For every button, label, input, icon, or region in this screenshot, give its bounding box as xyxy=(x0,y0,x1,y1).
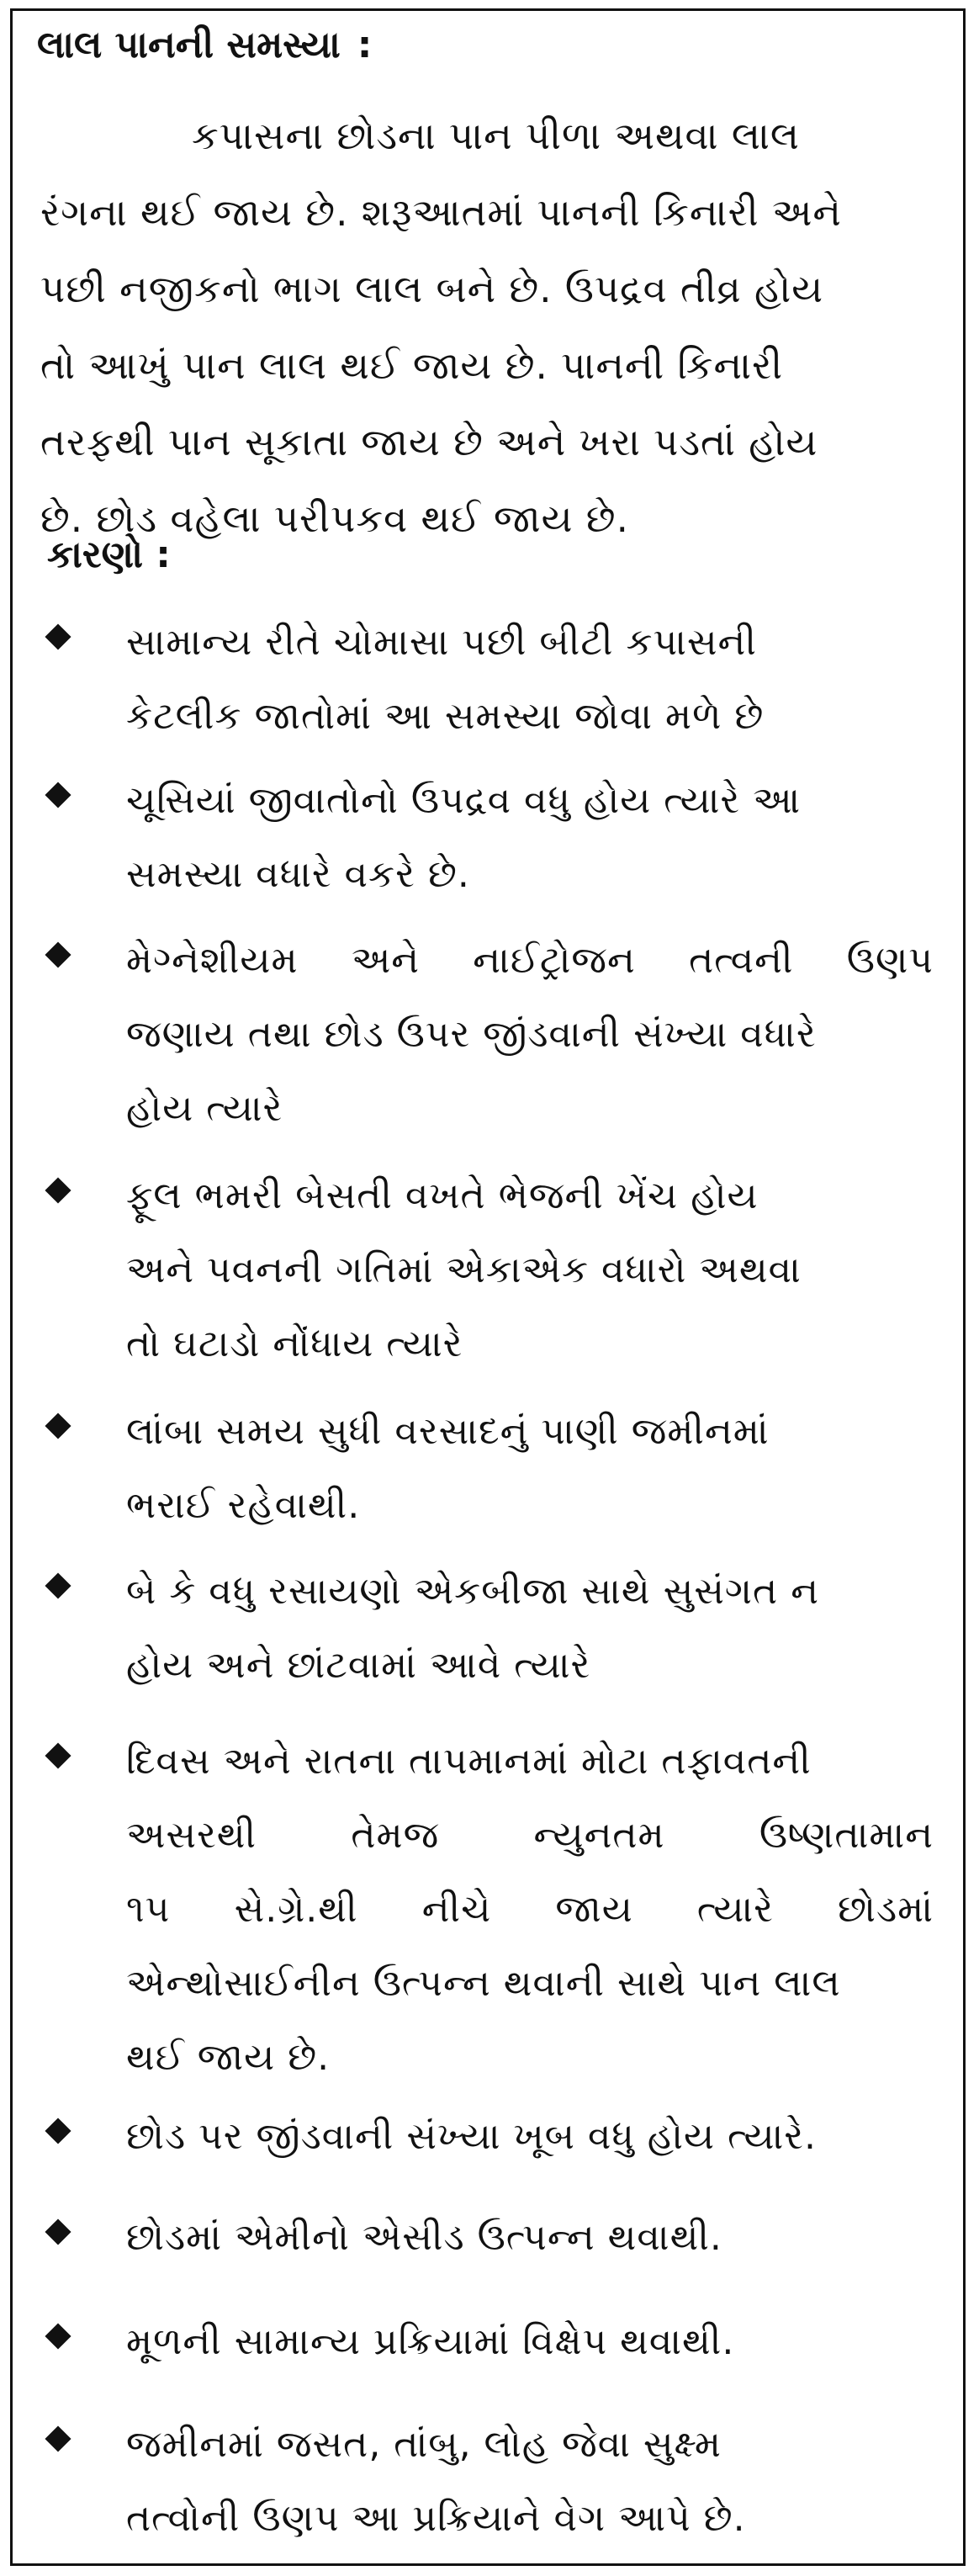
list-item-line: બે કે વધુ રસાયણો એકબીજા સાથે સુસંગત ન xyxy=(126,1570,819,1613)
list-item-text xyxy=(126,1555,967,1703)
list-item-line: તત્વોની ઉણપ આ પ્રક્રિયાને વેગ આપે છે. xyxy=(126,2497,746,2540)
list-item-text xyxy=(126,764,967,912)
list-item-line: તો ઘટાડો નોંધાય ત્યારે xyxy=(126,1322,463,1365)
list-item-line: હોય ત્યારે xyxy=(126,1087,283,1130)
paragraph-line: તરફથી પાન સૂકાતા જાય છે અને ખરા પડતાં હોય xyxy=(40,420,818,464)
list-item-line: ચૂસિયાં જીવાતોનો ઉપદ્રવ વધુ હોય ત્યારે આ xyxy=(126,779,802,822)
list-item-text xyxy=(126,2201,967,2275)
description-paragraph xyxy=(40,98,932,557)
list-item-line: હોય અને છાંટવામાં આવે ત્યારે xyxy=(126,1644,591,1687)
heading-colon: : xyxy=(357,24,373,66)
paragraph-line: છે. છોડ વહેલા પરીપકવ થઈ જાય છે. xyxy=(40,496,629,541)
list-item-line: અસરથી તેમજ ન્યુનતમ ઉષ્ણતામાન xyxy=(126,1814,934,1857)
list-item-text xyxy=(126,2305,967,2379)
paragraph-line: તો આખું પાન લાલ થઈ જાય છે. પાનની કિનારી xyxy=(40,343,784,388)
list-item-line: છોડ પર જીંડવાની સંખ્યા ખૂબ વધુ હોય ત્યારે. xyxy=(126,2115,818,2158)
list-item-line: જમીનમાં જસત, તાંબુ, લોહ જેવા સુક્ષ્મ xyxy=(126,2423,722,2466)
list-item-line: લાંબા સમય સુધી વરસાદનું પાણી જમીનમાં xyxy=(126,1410,770,1453)
paragraph-line: રંગના થઈ જાય છે. શરૂઆતમાં પાનની કિનારી અને xyxy=(40,190,842,235)
list-item-line: અને પવનની ગતિમાં એકાએક વધારો અથવા xyxy=(126,1248,802,1291)
paragraph-line: કપાસના છોડના પાન પીળા અથવા લાલ xyxy=(192,114,800,158)
list-item-line: કેટલીક જાતોમાં આ સમસ્યા જોવા મળે છે xyxy=(126,695,765,738)
list-item-line: મૂળની સામાન્ય પ્રક્રિયામાં વિક્ષેપ થવાથી. xyxy=(126,2320,735,2363)
heading-title: લાલ પાનની સમસ્યા xyxy=(37,24,341,66)
causes-heading: કારણો : xyxy=(47,533,171,576)
list-item-text xyxy=(126,2408,967,2556)
list-item-line: ફૂલ ભમરી બેસતી વખતે ભેજની ખેંચ હોય xyxy=(126,1174,759,1217)
paragraph-line: પછી નજીકનો ભાગ લાલ બને છે. ઉપદ્રવ તીવ્ર હોય xyxy=(40,267,824,311)
list-item-text xyxy=(126,606,967,754)
list-item-line: જણાય તથા છોડ ઉપર જીંડવાની સંખ્યા વધારે xyxy=(126,1013,817,1056)
list-item-text xyxy=(126,924,967,1146)
list-item-text xyxy=(126,1395,967,1543)
section-heading xyxy=(37,20,372,71)
list-item-line: દિવસ અને રાતના તાપમાનમાં મોટા તફાવતની xyxy=(126,1740,812,1783)
list-item-line: ભરાઈ રહેવાથી. xyxy=(126,1484,361,1527)
list-item-text xyxy=(126,1159,967,1381)
list-item-line: સમસ્યા વધારે વકરે છે. xyxy=(126,853,470,896)
list-item-line: મેગ્નેશીયમ અને નાઈટ્રોજન તત્વની ઉણપ xyxy=(126,939,934,982)
list-item-line: એન્થોસાઈનીન ઉત્પન્ન થવાની સાથે પાન લાલ xyxy=(126,1962,841,2005)
list-item-text xyxy=(126,1725,967,2095)
list-item-line: ૧૫ સે.ગ્રે.થી નીચે જાય ત્યારે છોડમાં xyxy=(126,1888,934,1931)
list-item-line: સામાન્ય રીતે ચોમાસા પછી બીટી કપાસની xyxy=(126,621,757,664)
list-item-line: થઈ જાય છે. xyxy=(126,2036,331,2079)
list-item-text xyxy=(126,2100,967,2174)
list-item-line: છોડમાં એમીનો એસીડ ઉત્પન્ન થવાથી. xyxy=(126,2216,722,2259)
